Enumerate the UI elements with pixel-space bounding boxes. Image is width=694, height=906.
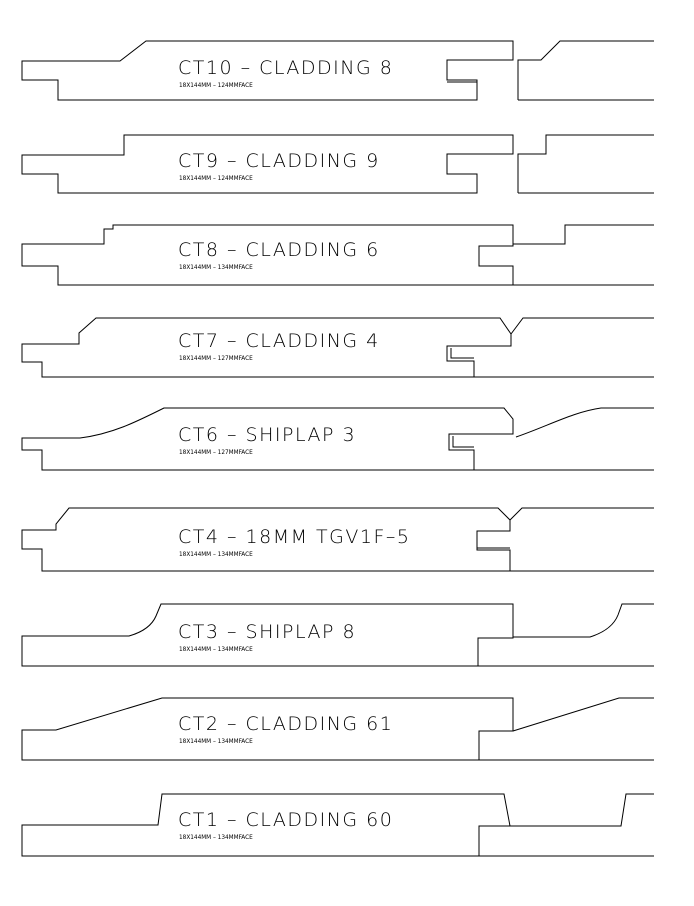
adjacent-board-outline xyxy=(513,604,654,637)
adjacent-board-outline xyxy=(453,408,654,470)
profile-ct10 xyxy=(22,41,654,100)
profile-ct3 xyxy=(22,604,654,666)
adjacent-board-outline xyxy=(518,135,654,193)
profile-spec: 18X144MM – 134MMFACE xyxy=(179,737,253,745)
adjacent-board-bottoms xyxy=(474,100,654,760)
profile-title: CT7 – CLADDING 4 xyxy=(178,330,380,352)
profile-title: CT4 – 18MM TGV1F–5 xyxy=(178,526,411,548)
profile-title: CT9 – CLADDING 9 xyxy=(178,150,380,172)
profile-spec: 18X144MM – 124MMFACE xyxy=(179,81,253,89)
profile-title: CT3 – SHIPLAP 8 xyxy=(178,621,357,643)
adjacent-board-outline xyxy=(447,41,654,100)
profile-ct4 xyxy=(22,508,654,571)
adjacent-board-outline xyxy=(451,318,654,377)
profile-title: CT2 – CLADDING 61 xyxy=(178,713,394,735)
profile-title: CT1 – CLADDING 60 xyxy=(178,809,394,831)
profile-title: CT10 – CLADDING 8 xyxy=(178,57,394,79)
profile-spec: 18X144MM – 134MMFACE xyxy=(179,263,253,271)
profile-title: CT6 – SHIPLAP 3 xyxy=(178,424,357,446)
profile-spec: 18X144MM – 124MMFACE xyxy=(179,174,253,182)
adjacent-board-outline xyxy=(513,698,654,731)
profile-ct9 xyxy=(22,135,654,193)
profile-ct6 xyxy=(22,408,654,470)
adjacent-board-outline xyxy=(513,225,654,244)
profile-title: CT8 – CLADDING 6 xyxy=(178,239,380,261)
profile-ct7 xyxy=(22,318,654,377)
profile-spec: 18X144MM – 134MMFACE xyxy=(179,550,253,558)
profile-spec: 18X144MM – 127MMFACE xyxy=(179,354,253,362)
profile-spec: 18X144MM – 134MMFACE xyxy=(179,833,253,841)
profile-spec: 18X144MM – 134MMFACE xyxy=(179,645,253,653)
profile-ct8 xyxy=(22,225,654,285)
profile-spec: 18X144MM – 127MMFACE xyxy=(179,448,253,456)
profile-ct2 xyxy=(22,698,654,760)
profile-ct1 xyxy=(22,794,654,856)
